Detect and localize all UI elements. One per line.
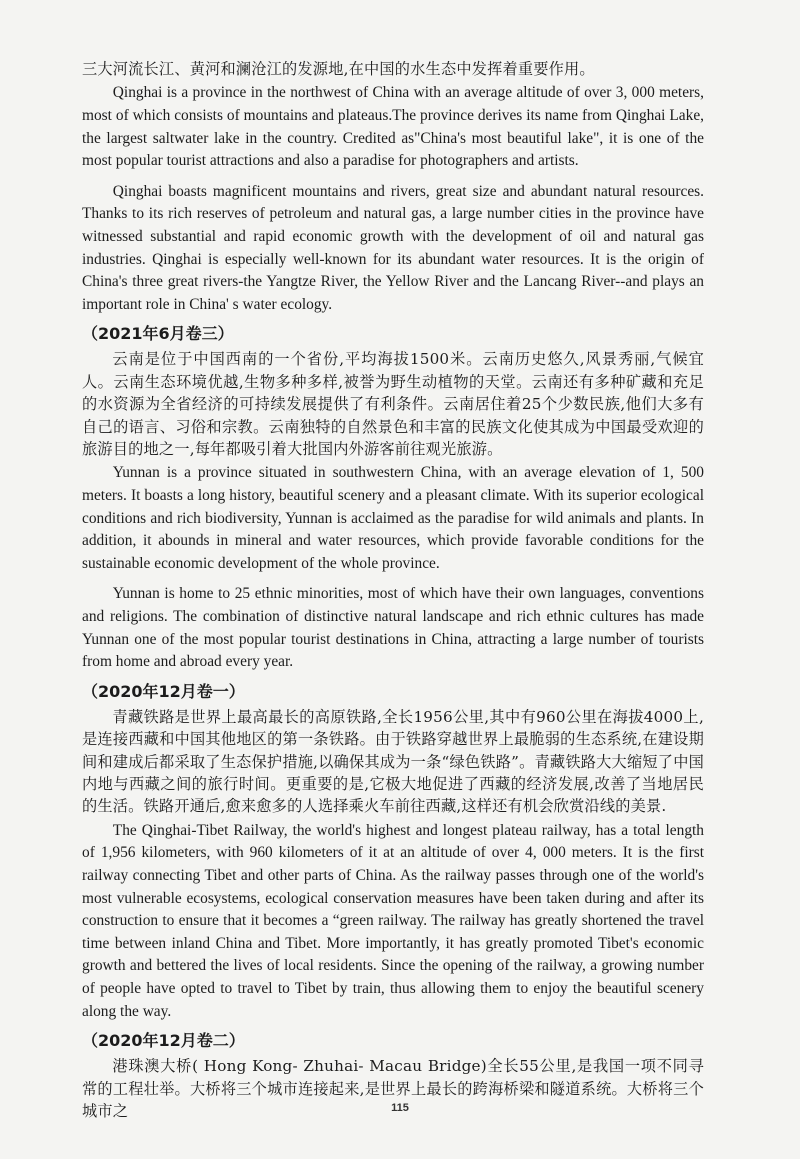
railway-chinese-paragraph: 青藏铁路是世界上最高最长的高原铁路,全长1956公里,其中有960公里在海拔4000上,是连接西藏和中国其他地区的第一条铁路。由于铁路穿越世界上最脆弱的生态系统,在建设期间和建成后都采取了生态保护措施,以确保其成为一条“绿色铁路”。青藏铁路大大缩短了中国内地与西藏之间的旅行时间。更重要的是,它极大地促进了西藏的经济发展,改善了当地居民的生活。铁路开通后,愈来愈多的人选择乘火车前往西藏,这样还有机会欣赏沿线的美景.	[82, 707, 704, 816]
page-number: 115	[391, 1102, 409, 1114]
qinghai-english-paragraph-2: Qinghai boasts magnificent mountains and rivers, great size and abundant natural resources. Thanks to its rich reserves of petroleum and natural gas, a large number cities in the province have witnessed substantial and rapid economic growth with the development of oil and natural gas industries. Qinghai is especially well-known for its abundant water resources. It is the origin of China's three great rivers-the Yangtze River, the Yellow River and the Lancang River--and plays an important role in China' s water ecology.	[82, 182, 704, 313]
bridge-chinese-paragraph: 港珠澳大桥( Hong Kong- Zhuhai- Macau Bridge)全长55公里,是我国一项不同寻常的工程壮举。大桥将三个城市连接起来,是世界上最长的跨海桥梁和隧道系统。大桥将三个城市之	[82, 1057, 704, 1120]
railway-english-paragraph: The Qinghai-Tibet Railway, the world's highest and longest plateau railway, has a total length of 1,956 kilometers, with 960 kilometers of it at an altitude of over 4, 000 meters. It is the first railway connecting Tibet and other parts of China. As the railway passes through one of the world's most vulnerable ecosystems, ecological conservation measures have been taken during and after its construction to ensure that it becomes a “green railway. The railway has greatly shortened the travel time between inland China and Tibet. More importantly, it has greatly promoted Tibet's economic growth and bettered the lives of local residents. Since the opening of the railway, a growing number of people have opted to travel to Tibet by train, thus allowing them to enjoy the beautiful scenery along the way.	[82, 821, 704, 1020]
yunnan-chinese-paragraph: 云南是位于中国西南的一个省份,平均海拔1500米。云南历史悠久,风景秀丽,气候宜人。云南生态环境优越,生物多种多样,被誉为野生动植物的天堂。云南还有多种矿藏和充足的水资源为全省经济的可持续发展提供了有利条件。云南居住着25个少数民族,他们大多有自己的语言、习俗和宗教。云南独特的自然景色和丰富的民族文化使其成为中国最受欢迎的旅游目的地之一,每年都吸引着大批国内外游客前往观光旅游。	[82, 350, 704, 458]
qinghai-chinese-ending: 三大河流长江、黄河和澜沧江的发源地,在中国的水生态中发挥着重要作用。	[82, 60, 595, 78]
qinghai-english-paragraph-1: Qinghai is a province in the northwest of China with an average altitude of over 3, 000 meters, most of which consists of mountains and plateaus.The province derives its name from Qinghai Lake, the largest saltwater lake in the country. Credited as"China's most beautiful lake", it is one of the most popular tourist attractions and also a paradise for photographers and artists.	[82, 84, 704, 170]
section-heading-2020-dec-2: （2020年12月卷二）	[82, 1031, 245, 1051]
section-heading-2020-dec-1: （2020年12月卷一）	[82, 681, 245, 701]
yunnan-english-paragraph-2: Yunnan is home to 25 ethnic minorities, most of which have their own languages, conventions and religions. The combination of distinctive natural landscape and rich ethnic cultures has made Yunnan one of the most popular tourist destinations in China, attracting a large number of tourists from home and abroad every year.	[82, 585, 704, 671]
yunnan-english-paragraph-1: Yunnan is a province situated in southwestern China, with an average elevation of 1, 500 meters. It boasts a long history, beautiful scenery and a pleasant climate. With its superior ecological conditions and rich biodiversity, Yunnan is acclaimed as the paradise for wild animals and plants. In addition, it abounds in mineral and water resources, which provide favorable conditions for the sustainable economic development of the whole province.	[82, 464, 704, 572]
section-heading-2021-june-3: （2021年6月卷三）	[82, 324, 234, 344]
